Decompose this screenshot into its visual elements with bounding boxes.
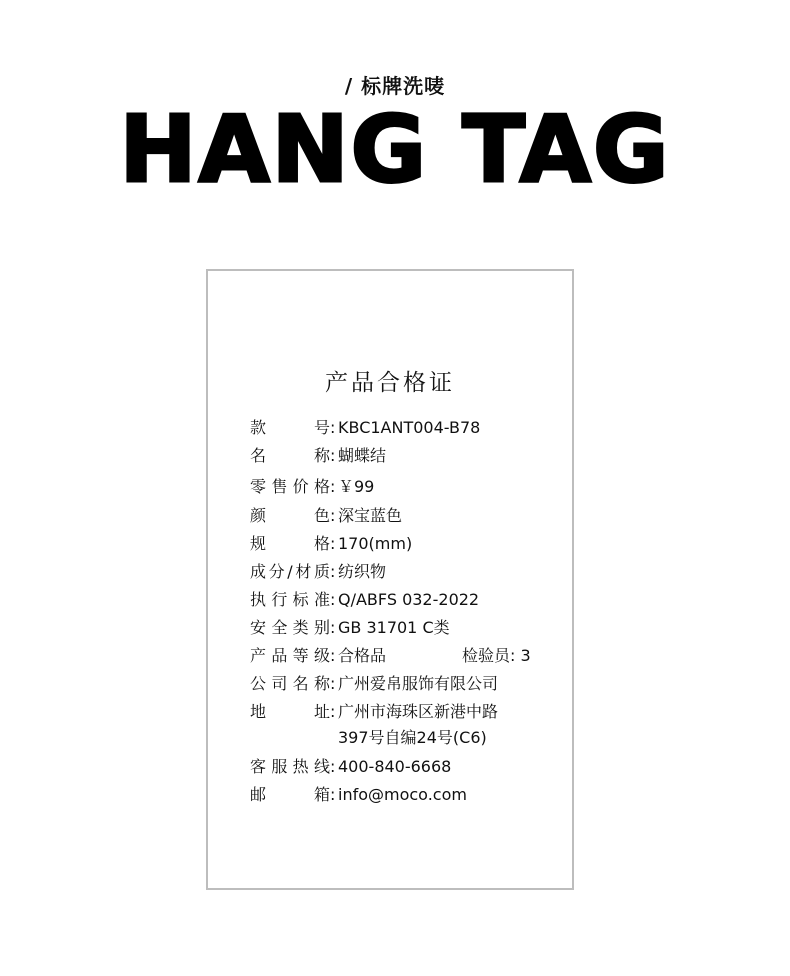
label-color: 颜色 — [250, 506, 330, 525]
row-email: 邮箱: info@moco.com — [250, 785, 467, 804]
label-hotline: 客服热线 — [250, 757, 330, 776]
row-address: 地址: 广州市海珠区新港中路 — [250, 702, 499, 721]
label-grade: 产品等级 — [250, 646, 330, 665]
value-address-line2: 397号自编24号(C6) — [338, 728, 487, 747]
label-company: 公司名称 — [250, 674, 330, 693]
value-hotline: 400-840-6668 — [338, 757, 452, 776]
inspector: 检验员: 3 — [462, 646, 531, 665]
value-email: info@moco.com — [338, 785, 467, 804]
value-address: 广州市海珠区新港中路 — [338, 702, 499, 721]
row-color: 颜色: 深宝蓝色 — [250, 506, 403, 525]
label-name: 名称 — [250, 446, 330, 465]
row-retail-price: 零售价格: ￥99 — [250, 477, 375, 496]
value-material: 纺织物 — [338, 562, 387, 581]
row-name: 名称: 蝴蝶结 — [250, 446, 387, 465]
value-standard: Q/ABFS 032-2022 — [338, 590, 480, 609]
label-email: 邮箱 — [250, 785, 330, 804]
value-name: 蝴蝶结 — [338, 446, 387, 465]
value-grade: 合格品 — [338, 646, 387, 665]
hang-tag-card — [206, 269, 574, 890]
value-spec: 170(mm) — [338, 534, 413, 553]
label-safety-category: 安全类别 — [250, 618, 330, 637]
row-standard: 执行标准: Q/ABFS 032-2022 — [250, 590, 480, 609]
certificate-heading: 产品合格证 — [325, 370, 455, 396]
row-style-number: 款号: KBC1ANT004-B78 — [250, 418, 481, 437]
label-spec: 规格 — [250, 534, 330, 553]
row-grade: 产品等级: 合格品 检验员: 3 — [250, 646, 531, 665]
row-hotline: 客服热线: 400-840-6668 — [250, 757, 452, 776]
label-inspector: 检验员 — [462, 646, 511, 665]
value-retail-price: ￥99 — [338, 477, 375, 496]
label-material: 成分/材质 — [250, 562, 330, 581]
value-company: 广州爱帛服饰有限公司 — [338, 674, 499, 693]
value-style-number: KBC1ANT004-B78 — [338, 418, 481, 437]
value-color: 深宝蓝色 — [338, 506, 403, 525]
subtitle: / 标牌洗唛 — [344, 74, 446, 98]
row-safety-category: 安全类别: GB 31701 C类 — [250, 618, 450, 637]
row-material: 成分/材质: 纺织物 — [250, 562, 387, 581]
value-inspector: 3 — [520, 646, 531, 665]
label-standard: 执行标准 — [250, 590, 330, 609]
row-company: 公司名称: 广州爱帛服饰有限公司 — [250, 674, 499, 693]
row-spec: 规格: 170(mm) — [250, 534, 413, 553]
label-style-number: 款号 — [250, 418, 330, 437]
hang-tag-title: HANG TAG — [119, 96, 671, 203]
label-address: 地址 — [250, 702, 330, 721]
label-retail-price: 零售价格 — [250, 477, 330, 496]
value-safety-category: GB 31701 C类 — [338, 618, 450, 637]
